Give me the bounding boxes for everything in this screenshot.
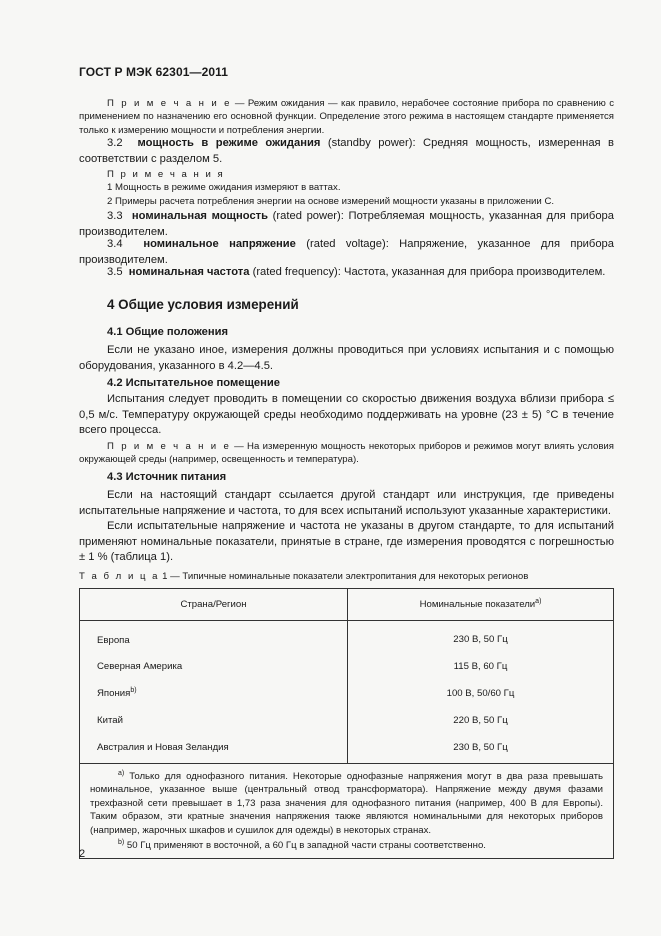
subsection-4-3-paragraph-2: Если испытательные напряжение и частота не указаны в другом стандарте, то для испытаний применяют номинальные показатели, принятые в стране, где измерения проводятся с погрешностью ± 1 % (таблица 1). — [79, 520, 614, 564]
definition-number: 3.3 — [107, 210, 123, 222]
table-cell-value: 230 В, 50 Гц — [348, 734, 614, 764]
table-row — [80, 653, 614, 680]
country-name: Северная Америка — [97, 661, 183, 672]
table-cell-country — [80, 680, 348, 707]
section-4-title: 4 Общие условия измерений — [107, 297, 299, 312]
country-name: Австралия и Новая Зеландия — [97, 741, 229, 753]
table-footnotes — [80, 764, 614, 859]
table-1 — [79, 588, 614, 859]
subsection-4-3-title: 4.3 Источник питания — [107, 471, 227, 483]
page-number: 2 — [79, 848, 86, 860]
table-row — [80, 734, 614, 764]
table-caption-label: Т а б л и ц а — [79, 571, 160, 582]
note-item-1: 1 Мощность в режиме ожидания измеряют в ваттах. — [107, 182, 341, 194]
table-cell-value: 115 В, 60 Гц — [348, 653, 614, 680]
footnote-ref-b: b) — [130, 686, 137, 694]
definition-text: (standby power): Средняя мощность, измеренная в соответствии с разделом 5. — [79, 137, 615, 165]
table-footnotes-row — [80, 764, 614, 859]
country-name: Япония — [97, 688, 131, 699]
note-standby-mode — [79, 97, 614, 137]
subsection-4-2-title: 4.2 Испытательное помещение — [107, 377, 281, 389]
table-header-row — [80, 589, 614, 621]
footnote-a — [90, 770, 603, 837]
definition-number: 3.2 — [107, 137, 123, 149]
note-item-2: 2 Примеры расчета потребления энергии на основе измерений мощности указаны в приложении С. — [107, 195, 555, 207]
definition-number: 3.5 — [107, 266, 123, 278]
definition-3-2 — [79, 136, 614, 167]
footnote-mark: b) — [118, 838, 125, 846]
footnote-text: 50 Гц применяют в восточной, а 60 Гц в западной части страны соответственно. — [124, 840, 486, 852]
table-caption-text: 1 — Типичные номинальные показатели электропитания для некоторых регионов — [159, 571, 529, 582]
country-name: Китай — [97, 715, 123, 726]
definition-term: мощность в режиме ожидания — [137, 137, 321, 149]
definition-3-4 — [79, 237, 614, 268]
footnote-text: Только для однофазного питания. Некоторые однофазные напряжения могут в два раза превышать номинальное, указанное выше (центральный отвод трансформатора). Напряжение между двумя фазами трехфазной сети превышает в 1,73 раза значения для однофазного питания (например, 400 В для Европы). Таким образом, эти кратные значения напряжения также являются номинальными для некоторых приборов (например, жарочных шкафов и сушилок для одежды) в некоторых странах. — [90, 771, 603, 836]
definition-text: (rated voltage): Напряжение, указанное для прибора производителем. — [79, 238, 615, 266]
subsection-4-2-text: Испытания следует проводить в помещении со скоростью движения воздуха вблизи прибора ≤ 0,5 м/с. Температуру окружающей среды необходимо поддерживать на уровне (23 ± 5) °С в течение всего процесса. — [79, 393, 614, 437]
subsection-4-3-paragraph-1: Если на настоящий стандарт ссылается другой стандарт или инструкция, где приведены испытательные напряжение и частота, то для всех испытаний используют указанные характеристики. — [79, 489, 614, 517]
subsection-4-1-title: 4.1 Общие положения — [107, 326, 229, 338]
note-label: П р и м е ч а н и е — [107, 98, 232, 109]
note-label: П р и м е ч а н и е — [107, 441, 231, 452]
note-text: — На измеренную мощность некоторых приборов и режимов могут влиять условия окружающей среды (например, освещенность и температура). — [79, 441, 614, 466]
notes-3-2 — [107, 168, 614, 208]
definition-term: номинальное напряжение — [143, 238, 296, 250]
note-text: — Режим ожидания — как правило, нерабочее состояние прибора по сравнению с применением по назначению его основной функции. Определение этого режима в настоящем стандарте применяется только к измерению мощности и потребления энергии. — [79, 98, 614, 136]
table-cell-value: 230 В, 50 Гц — [348, 621, 614, 654]
definition-term: номинальная частота — [128, 266, 250, 278]
notes-label: П р и м е ч а н и я — [107, 169, 225, 180]
definition-3-5 — [79, 265, 614, 281]
table-cell-country — [80, 653, 348, 680]
table-cell-value: 220 В, 50 Гц — [348, 707, 614, 734]
table-cell-country — [80, 734, 348, 764]
table-row — [80, 680, 614, 707]
country-name: Европа — [97, 634, 130, 646]
table-cell-value: 100 В, 50/60 Гц — [348, 680, 614, 707]
note-4-2 — [79, 440, 614, 467]
table-cell-country — [80, 621, 348, 654]
footnote-b — [90, 839, 603, 852]
definition-3-3 — [79, 209, 614, 240]
table-row — [80, 707, 614, 734]
column-header-values-text: Номинальные показатели — [419, 599, 536, 610]
definition-term: номинальная мощность — [131, 210, 269, 222]
definition-number: 3.4 — [107, 238, 123, 250]
subsection-4-1-text: Если не указано иное, измерения должны проводиться при условиях испытания и с помощью оборудования, указанного в 4.2—4.5. — [79, 344, 614, 372]
column-header-values — [348, 589, 614, 621]
definition-text: (rated frequency): Частота, указанная для прибора производителем. — [249, 266, 606, 278]
table-row — [80, 621, 614, 654]
document-header: ГОСТ Р МЭК 62301—2011 — [79, 65, 229, 79]
table-1-caption — [79, 571, 528, 582]
definition-text: (rated power): Потребляемая мощность, указанная для прибора производителем. — [79, 210, 614, 238]
column-header-country: Страна/Регион — [80, 589, 348, 621]
footnote-ref-a: а) — [535, 597, 542, 605]
table-cell-country — [80, 707, 348, 734]
footnote-mark: а) — [118, 769, 125, 777]
